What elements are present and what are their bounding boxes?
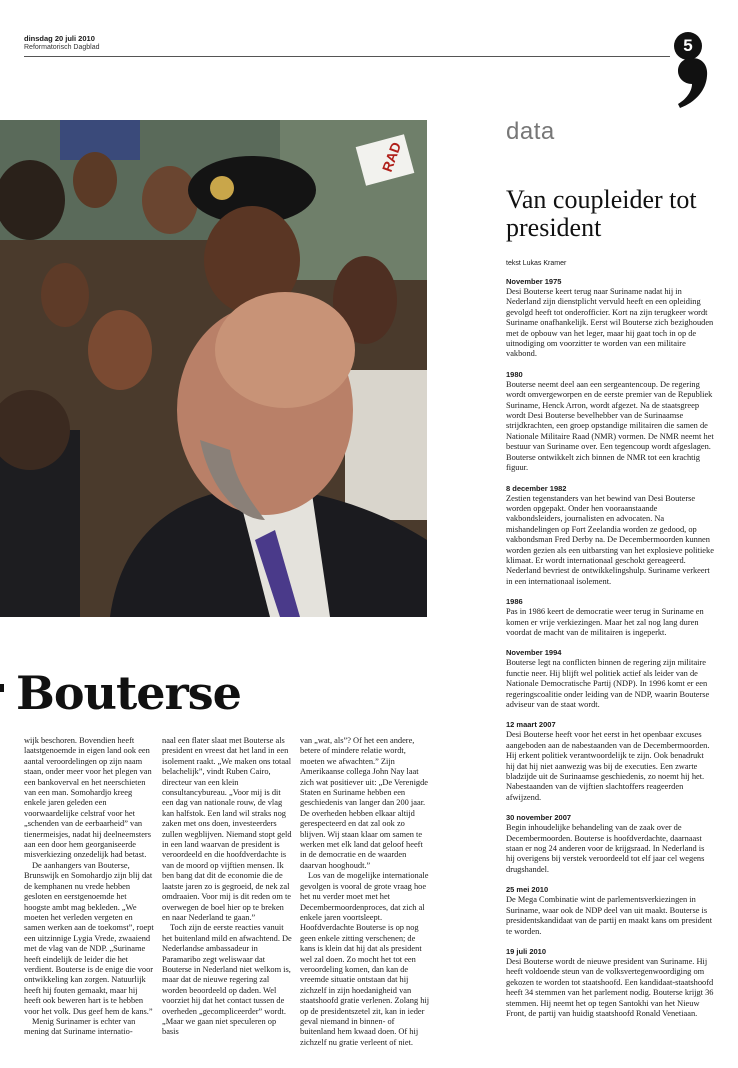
timeline-date: 1986 (506, 597, 523, 607)
sidebar-title: Van coupleider tot president (506, 185, 697, 242)
section-label: data (506, 118, 555, 145)
timeline-text: Desi Bouterse heeft voor het eerst in het openbaar excuses aangeboden aan de nabestaanden van de Decembermoorden. Hij erkent politiek verantwoordelijk te zijn. Ook benadrukt hij dat hij niet aanwezig was bij de executies. Een zwarte bladzijde uit de Surinaamse geschiedenis, zo noemt hij het. Nabestaanden van de vijftien slachtoffers reageerden afwijzend. (506, 730, 710, 802)
paragraph: Menig Surinamer is echter van mening dat Suriname internatio- (24, 1016, 136, 1037)
timeline-text: Bouterse neemt deel aan een sergeantencoup. De regering wordt omvergeworpen en de eerste premier van de Republiek Suriname, Henck Arron, wordt afgezet. Na de staatsgreep wordt Desi Bouterse bevelhebber van de Surinaamse strijdkrachten, een groep opstandige militairen die samen de Nationale Militaire Raad (NMR) vormen. De NMR neemt het bestuur van Suriname over. Een tegencoup wordt afgeslagen. Bouterse ontwikkelt zich binnen de NMR tot een krachtig figuur. (506, 379, 714, 473)
timeline-entry (506, 720, 714, 803)
timeline-date: 12 maart 2007 (506, 720, 556, 730)
masthead-divider (24, 56, 670, 57)
issue-date: dinsdag 20 juli 2010 (24, 34, 95, 43)
headline-lead-mark (0, 684, 4, 692)
timeline-text: De Mega Combinatie wint de parlementsverkiezingen in Suriname, waar ook de NDP deel van uit maakt. Bouterse is presidentskandidaat van de partij en maakt kans om president te worden. (506, 895, 713, 936)
headline-word: Bouterse (16, 666, 241, 720)
timeline-date: 30 november 2007 (506, 813, 572, 823)
page-number-badge: 5 (674, 32, 702, 60)
timeline-entry (506, 597, 714, 638)
timeline-date: November 1975 (506, 277, 562, 286)
timeline-entry (506, 947, 714, 1019)
timeline-entry (506, 885, 714, 937)
timeline-sidebar (506, 118, 714, 1019)
timeline-text: Begin inhoudelijke behandeling van de zaak over de Decembermoorden. Bouterse is hoofdverdachte, daarnaast staan er nog 24 anderen voor de krijgsraad. In Nederland is hij overigens bij verstek veroordeeld tot elf jaar cel wegens drugshandel. (506, 823, 705, 874)
timeline-entry (506, 813, 714, 875)
article-column-3 (300, 736, 430, 1048)
timeline-date: 8 december 1982 (506, 483, 567, 493)
timeline-entry (506, 370, 714, 474)
paragraph: wijk beschoren. Bovendien heeft laatstgenoemde in eigen land ook een aantal veroordelingen op zijn naam staan, onder meer voor het plegen van een bankoverval en het neerschieten van een man. Somohardjo kreeg enkele jaren geleden een voorwaardelijke celstraf voor het „schenden van de eerbaarheid” van tienermeisjes, nadat hij deelneemsters aan een door hem georganiseerde misverkiezing onzedelijk had betast. (24, 736, 152, 860)
headline (0, 666, 241, 720)
newspaper-name: Reformatorisch Dagblad (24, 44, 100, 51)
timeline-date: 1980 (506, 369, 523, 379)
timeline-entry (506, 648, 714, 710)
timeline-text: Zestien tegenstanders van het bewind van Desi Bouterse worden opgepakt. Onder hen vooraanstaande vakbondsleiders, journalisten en advocaten. Na mishandelingen op Fort Zeelandia worden ze gedood, op vakbondsman Fred Derby na. De Decembermoorden kunnen worden gezien als een uitbarsting van het explosieve politieke klimaat. Er wordt internationaal geschokt gereageerd. Nederland bevriest de ontwikkelingshulp. Suriname verkeert in een internationaal isolement. (506, 493, 714, 586)
timeline-date: 25 mei 2010 (506, 885, 549, 895)
timeline-entry (506, 484, 714, 588)
paragraph: naal een flater slaat met Bouterse als president en vreest dat het land in een isolement raakt. „We maken ons totaal belachelijk”, vindt Ruben Cairo, directeur van een klein consultancybureau. „Voor mij is dit een dag van nationale rouw, de vlag kan halfstok. Een land wil straks nog zaken met ons doen, investeerders zullen wegblijven. Niemand stopt geld in een land waarvan de president is veroordeeld en die hoofdverdachte is van de moord op vijftien mensen. Ik ben bang dat dit de economie die de laatste jaren zo is gegroeid, de nek zal omdraaien. Voor mij is dit reden om te overwegen de boel hier op te breken en naar Nederland te gaan.” (162, 736, 292, 922)
timeline-text: Bouterse legt na conflicten binnen de regering zijn militaire functie neer. Hij blijft wel politiek actief als leider van de Nationale Democratische Partij (NDP). In 1996 komt er een regeringscoalitie onder leiding van de NDP, waarin Bouterse adviseur van de staat wordt. (506, 658, 710, 709)
article-column-1 (24, 736, 154, 1038)
timeline-text: Pas in 1986 keert de democratie weer terug in Suriname en komen er vrije verkiezingen. Maar het zal nog lang duren voordat de macht van de militairen is ingeperkt. (506, 607, 704, 637)
paragraph: De aanhangers van Bouterse, Brunswijk en Somohardjo zijn blij dat de kemphanen nu vrede hebben gesloten en eerstgenoemde het hoogste ambt mag bekleden. „We moeten het verleden vergeten en samen werken aan de toekomst”, roept een uitzinnige Lygia Vrede, zwaaiend met de vlag van de NDP. „Suriname heeft eindelijk de leider die het verdient. Bouterse is de enige die voor ontwikkeling kan zorgen. Natuurlijk heeft hij fouten gemaakt, maar hij heeft ook beweren hart is te hebben voor het volk. Dus geef hem de kans.” (24, 860, 154, 1016)
paragraph: Toch zijn de eerste reacties vanuit het buitenland mild en afwachtend. De Nederlandse ambassadeur in Paramaribo zegt weliswaar dat Bouterse in Nederland niet welkom is, maar dat de nieuwe regering zal worden beoordeeld op daden. Wel voorziet hij dat het contact tussen de overheden „gecompliceerder” wordt. „Maar we gaan niet speculeren op basis (162, 923, 292, 1037)
bouterse-crowd-photo (0, 120, 427, 617)
timeline-text: Desi Bouterse wordt de nieuwe president van Suriname. Hij heeft voldoende steun van de volksvertegenwoordiging om gekozen te worden tot staatshoofd. Een kandidaat-staatshoofd heeft 34 stemmen van het parlement nodig. Bouterse krijgt 36 stemmen. Hij neemt het op tegen Santokhi van het Nieuw Front, de partij van huidig staatshoofd Ronald Venetiaan. (506, 956, 714, 1018)
paragraph: Los van de mogelijke internationale gevolgen is vooral de grote vraag hoe het nu verder moet met het Decembermoordenproces, dat zich al enkele jaren voortsleept. Hoofdverdachte Bouterse is op nog geen enkele zitting verschenen; de kans is klein dat hij dat als president wel zal doen. Zo mocht het tot een veroordeling komen, dan kan de vreemde situatie ontstaan dat hij zichzelf in zijn hoedanigheid van staatshoofd gratie verlenen. Zolang hij op de presidentszetel zit, kan in ieder geval niemand in binnen- of buitenland hem kwaad doen. Of hij zichzelf nu gratie verleent of niet. (300, 871, 430, 1047)
timeline-entry (506, 277, 714, 360)
paragraph: van „wat, als”? Of het een andere, betere of mindere relatie wordt, moeten we afwachten.” Zijn Amerikaanse collega John Nay laat zich wat positiever uit: „De Verenigde Staten en Suriname hebben een geschiedenis van langer dan 200 jaar. De overheden hebben elkaar altijd gerespecteerd en dat zal ook zo blijven. Wij staan klaar om samen te werken met elk land dat geloof heeft in de democratie en de waarden daarvan hooghoudt.” (300, 736, 428, 870)
article-column-2 (162, 736, 292, 1038)
timeline-date: 19 juli 2010 (506, 946, 547, 956)
byline: tekst Lukas Kramer (506, 260, 567, 267)
crowd-sign-text: RAD (378, 139, 405, 174)
timeline-text: Desi Bouterse keert terug naar Suriname nadat hij in Nederland zijn dienstplicht vervuld heeft en een opleiding gevolgd heeft tot onderofficier. Kort na zijn terugkeer wordt Suriname onafhankelijk. Eerst wil Bouterse zich bezighouden met de opbouw van het leger, maar hij gaat toch in op de uitnodiging om voorzitter te worden van een militaire vakbond. (506, 287, 714, 359)
masthead (24, 34, 672, 51)
timeline-date: November 1994 (506, 648, 562, 658)
comma-logo-icon (672, 56, 712, 110)
